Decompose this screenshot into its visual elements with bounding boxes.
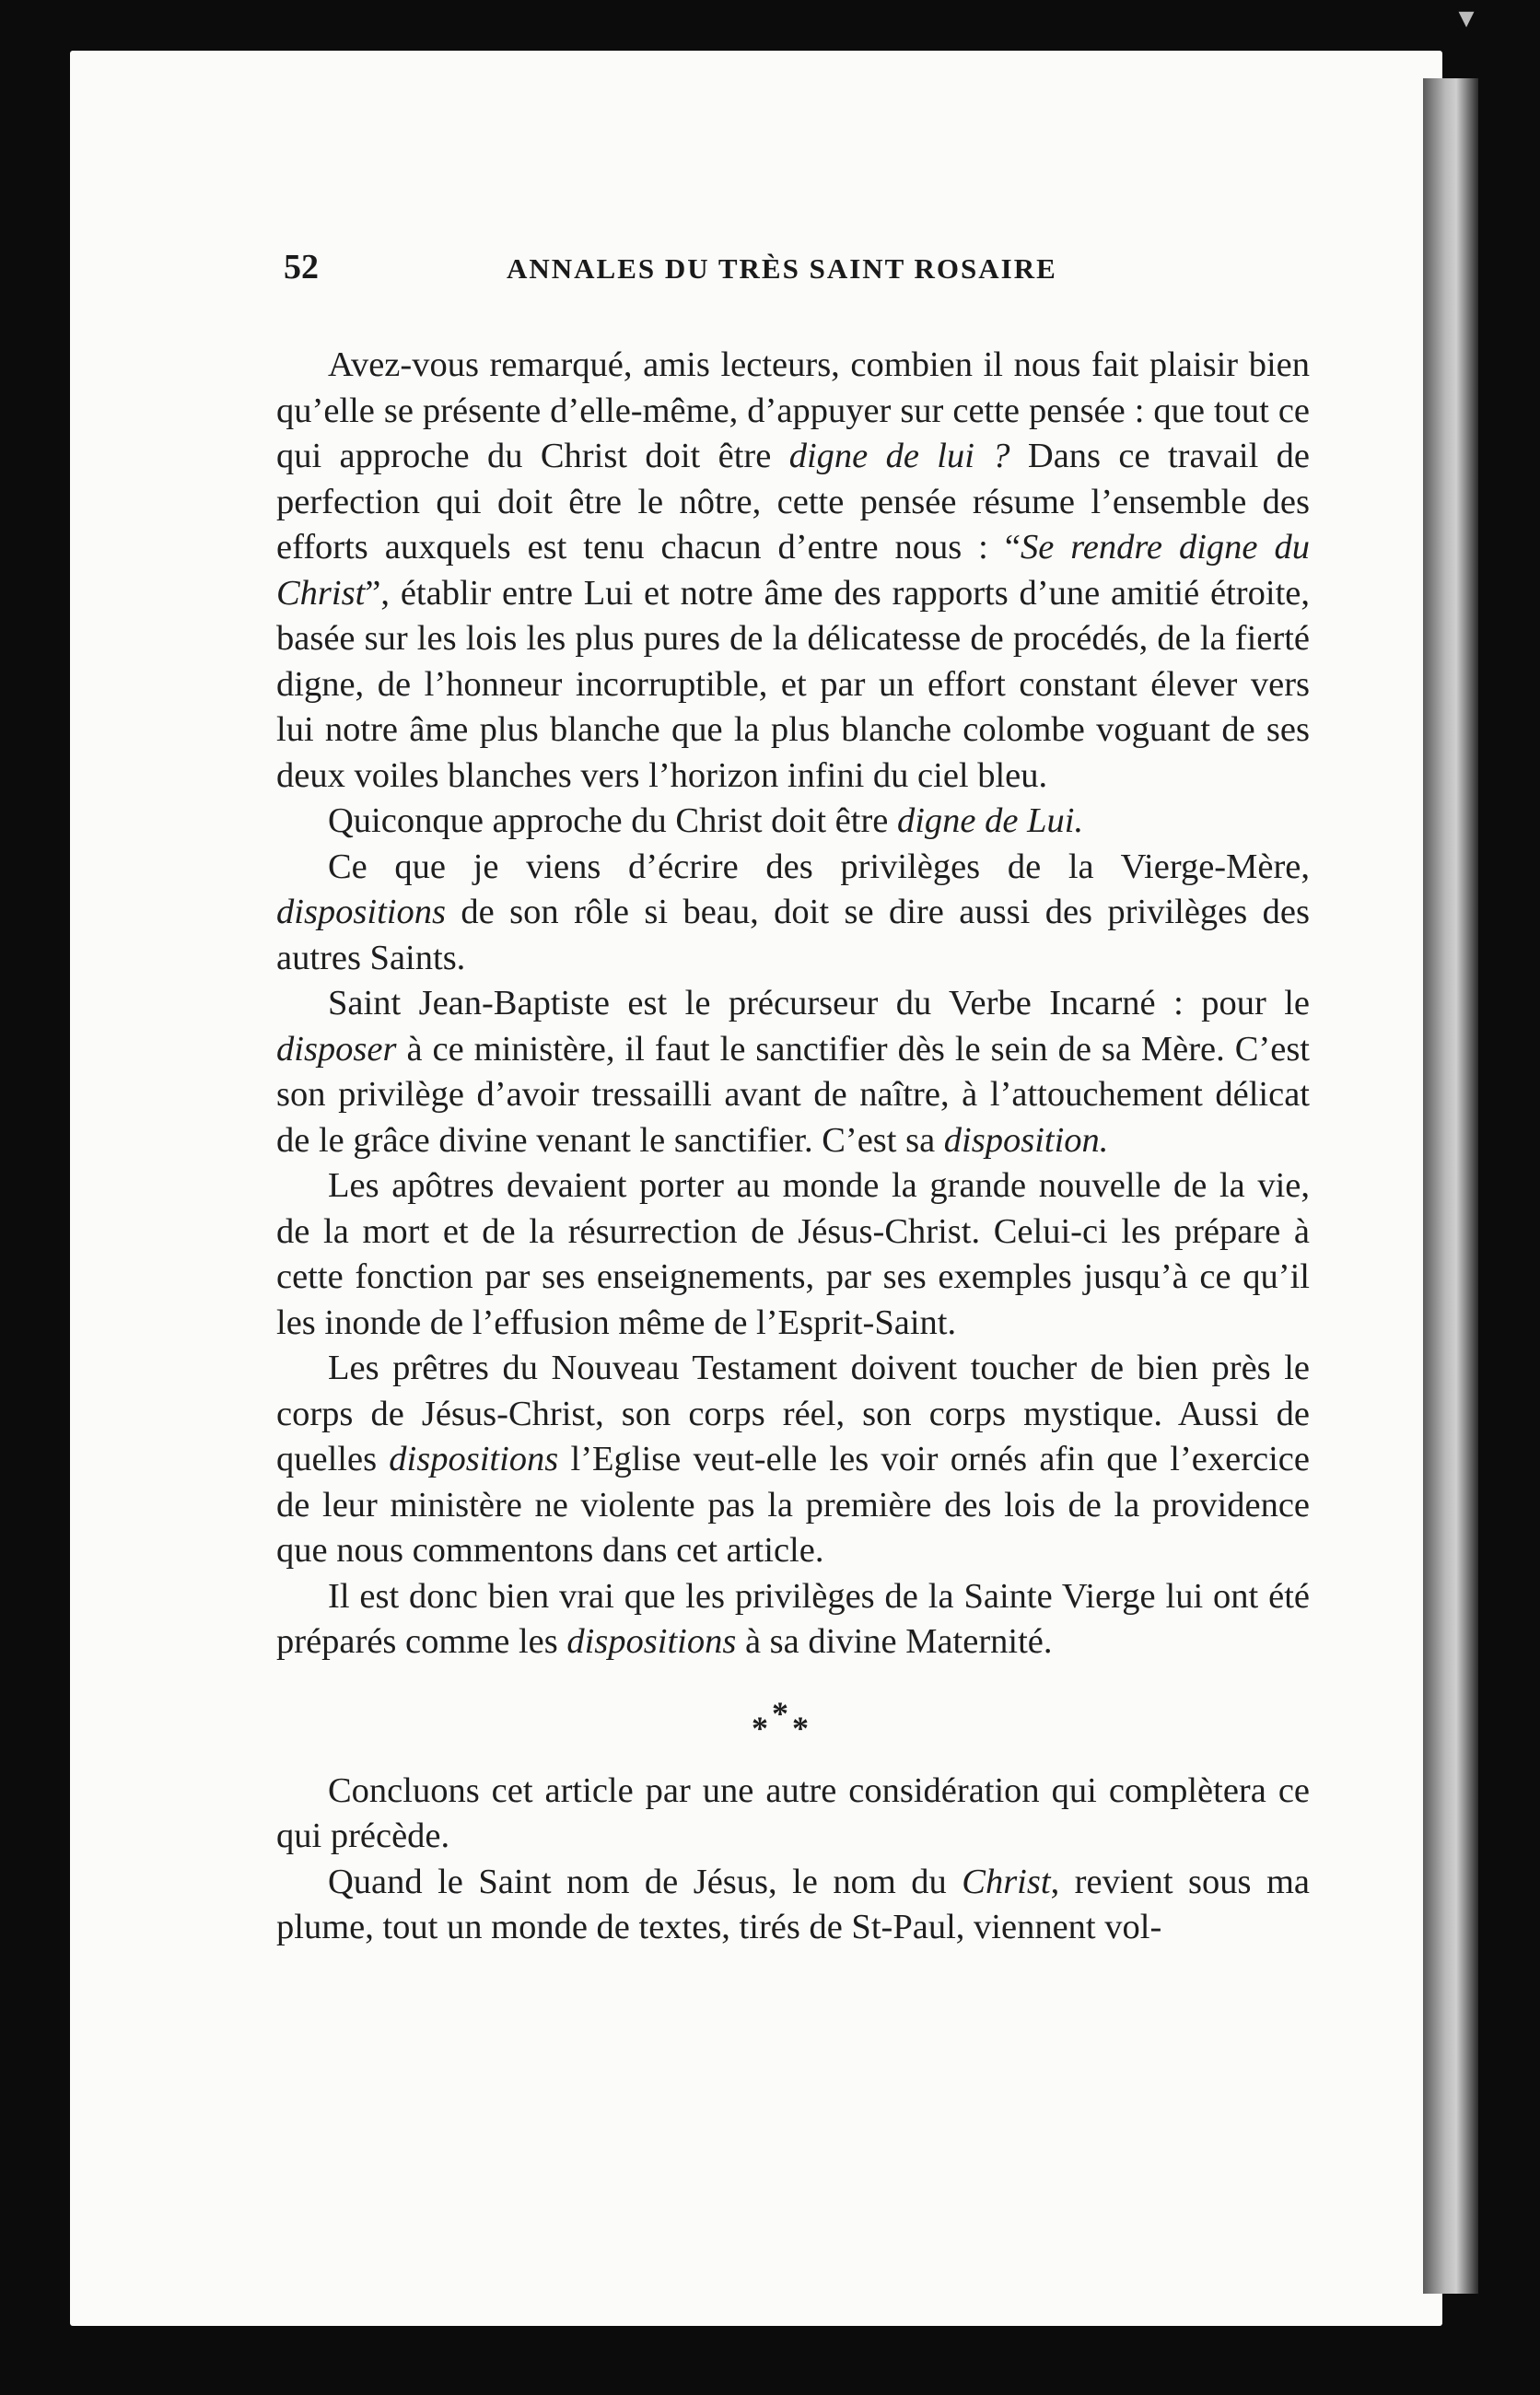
- text-run: l’Eglise veut-elle les voir ornés afin que l’exercice de leur ministère ne violente pas la première des lois de la providence que nous commentons dans cet article.: [276, 1440, 1310, 1570]
- italic-text: dispositions: [566, 1622, 737, 1661]
- page-number: 52: [284, 248, 319, 286]
- italic-text: digne de Lui.: [896, 801, 1084, 840]
- asterism-star-right: *: [792, 1709, 809, 1747]
- text-run: Ce que je viens d’écrire des privilèges de la Vierge-Mère,: [328, 847, 1310, 886]
- page-header: [284, 247, 1306, 293]
- paragraph: [276, 1346, 1310, 1574]
- page-edge-shadow: [1423, 78, 1478, 2294]
- text-run: Avez-vous remarqué, amis lecteurs, combien il nous fait plaisir bien qu’elle se présente d’elle-même, d’appuyer sur cette pensée : que tout ce qui approche du Christ doit être: [276, 345, 1310, 475]
- text-run: Quiconque approche du Christ doit être: [328, 801, 897, 840]
- text-run: Saint Jean-Baptiste est le précurseur du Verbe Incarné : pour le: [328, 984, 1310, 1022]
- paragraph: [276, 1860, 1310, 1951]
- scan-corner-mark: ▾: [1458, 1, 1475, 35]
- italic-text: Christ: [962, 1862, 1051, 1901]
- paragraphs-after-break: [276, 1769, 1310, 1951]
- text-run: à sa divine Maternité.: [736, 1622, 1053, 1661]
- italic-text: digne de lui ?: [788, 437, 1010, 475]
- text-run: ”, établir entre Lui et notre âme des rapports d’une amitié étroite, basée sur les lois les plus pures de la délicatesse de procédés, de la fierté digne, de l’honneur incorruptible, et par un effort constant élever vers lui notre âme plus blanche que la plus blanche colombe voguant de ses deux voiles blanches vers l’horizon infini du ciel bleu.: [276, 573, 1310, 795]
- paragraph: [276, 1163, 1310, 1346]
- asterism-star-left: *: [752, 1709, 768, 1747]
- text-run: Les prêtres du Nouveau Testament doivent toucher de bien près le corps de Jésus-Christ, son corps réel, son corps mystique. Aussi de quelles: [276, 1349, 1310, 1478]
- text-run: Il est donc bien vrai que les privilèges de la Sainte Vierge lui ont été préparés comme les: [276, 1576, 1310, 1661]
- text-run: Quand le Saint nom de Jésus, le nom du: [328, 1862, 962, 1901]
- asterism-star-top: *: [772, 1694, 788, 1732]
- text-run: Les apôtres devaient porter au monde la grande nouvelle de la vie, de la mort et de la résurrection de Jésus-Christ. Celui-ci les prépare à cette fonction par ses enseignements, par ses exemples jusqu’à ce qu’il les inonde de l’effusion même de l’Esprit-Saint.: [276, 1166, 1310, 1342]
- paragraphs-before-break: [276, 343, 1310, 1665]
- paragraph: [276, 343, 1310, 799]
- paragraph: [276, 1574, 1310, 1665]
- paragraph: [276, 845, 1310, 982]
- body-text: [276, 343, 1310, 1951]
- italic-text: dispositions: [276, 893, 446, 931]
- paragraph: [276, 1769, 1310, 1860]
- section-break-asterism: [276, 1694, 1310, 1747]
- italic-text: disposer: [276, 1029, 397, 1069]
- text-run: , revient sous ma plume, tout un monde de textes, tirés de St-Paul, viennent vol-: [276, 1862, 1310, 1946]
- running-title: ANNALES DU TRÈS SAINT ROSAIRE: [507, 252, 1057, 285]
- text-run: à ce ministère, il faut le sanctifier dès le sein de sa Mère. C’est son privilège d’avoir tressailli avant de naître, à l’attouchement délicat de le grâce divine venant le sanctifier. C’est sa: [276, 1029, 1310, 1160]
- text-run: de son rôle si beau, doit se dire aussi des privilèges des autres Saints.: [276, 893, 1310, 977]
- text-run: Dans ce travail de perfection qui doit être le nôtre, cette pensée résume l’ensemble des efforts auxquels est tenu chacun d’entre nous : “: [276, 437, 1310, 567]
- text-run: Concluons cet article par une autre considération qui complètera ce qui précède.: [276, 1770, 1310, 1855]
- italic-text: Se rendre digne du Christ: [276, 528, 1310, 613]
- paragraph: [276, 799, 1310, 845]
- italic-text: disposition.: [943, 1120, 1109, 1160]
- italic-text: dispositions: [389, 1440, 559, 1478]
- paragraph: [276, 981, 1310, 1163]
